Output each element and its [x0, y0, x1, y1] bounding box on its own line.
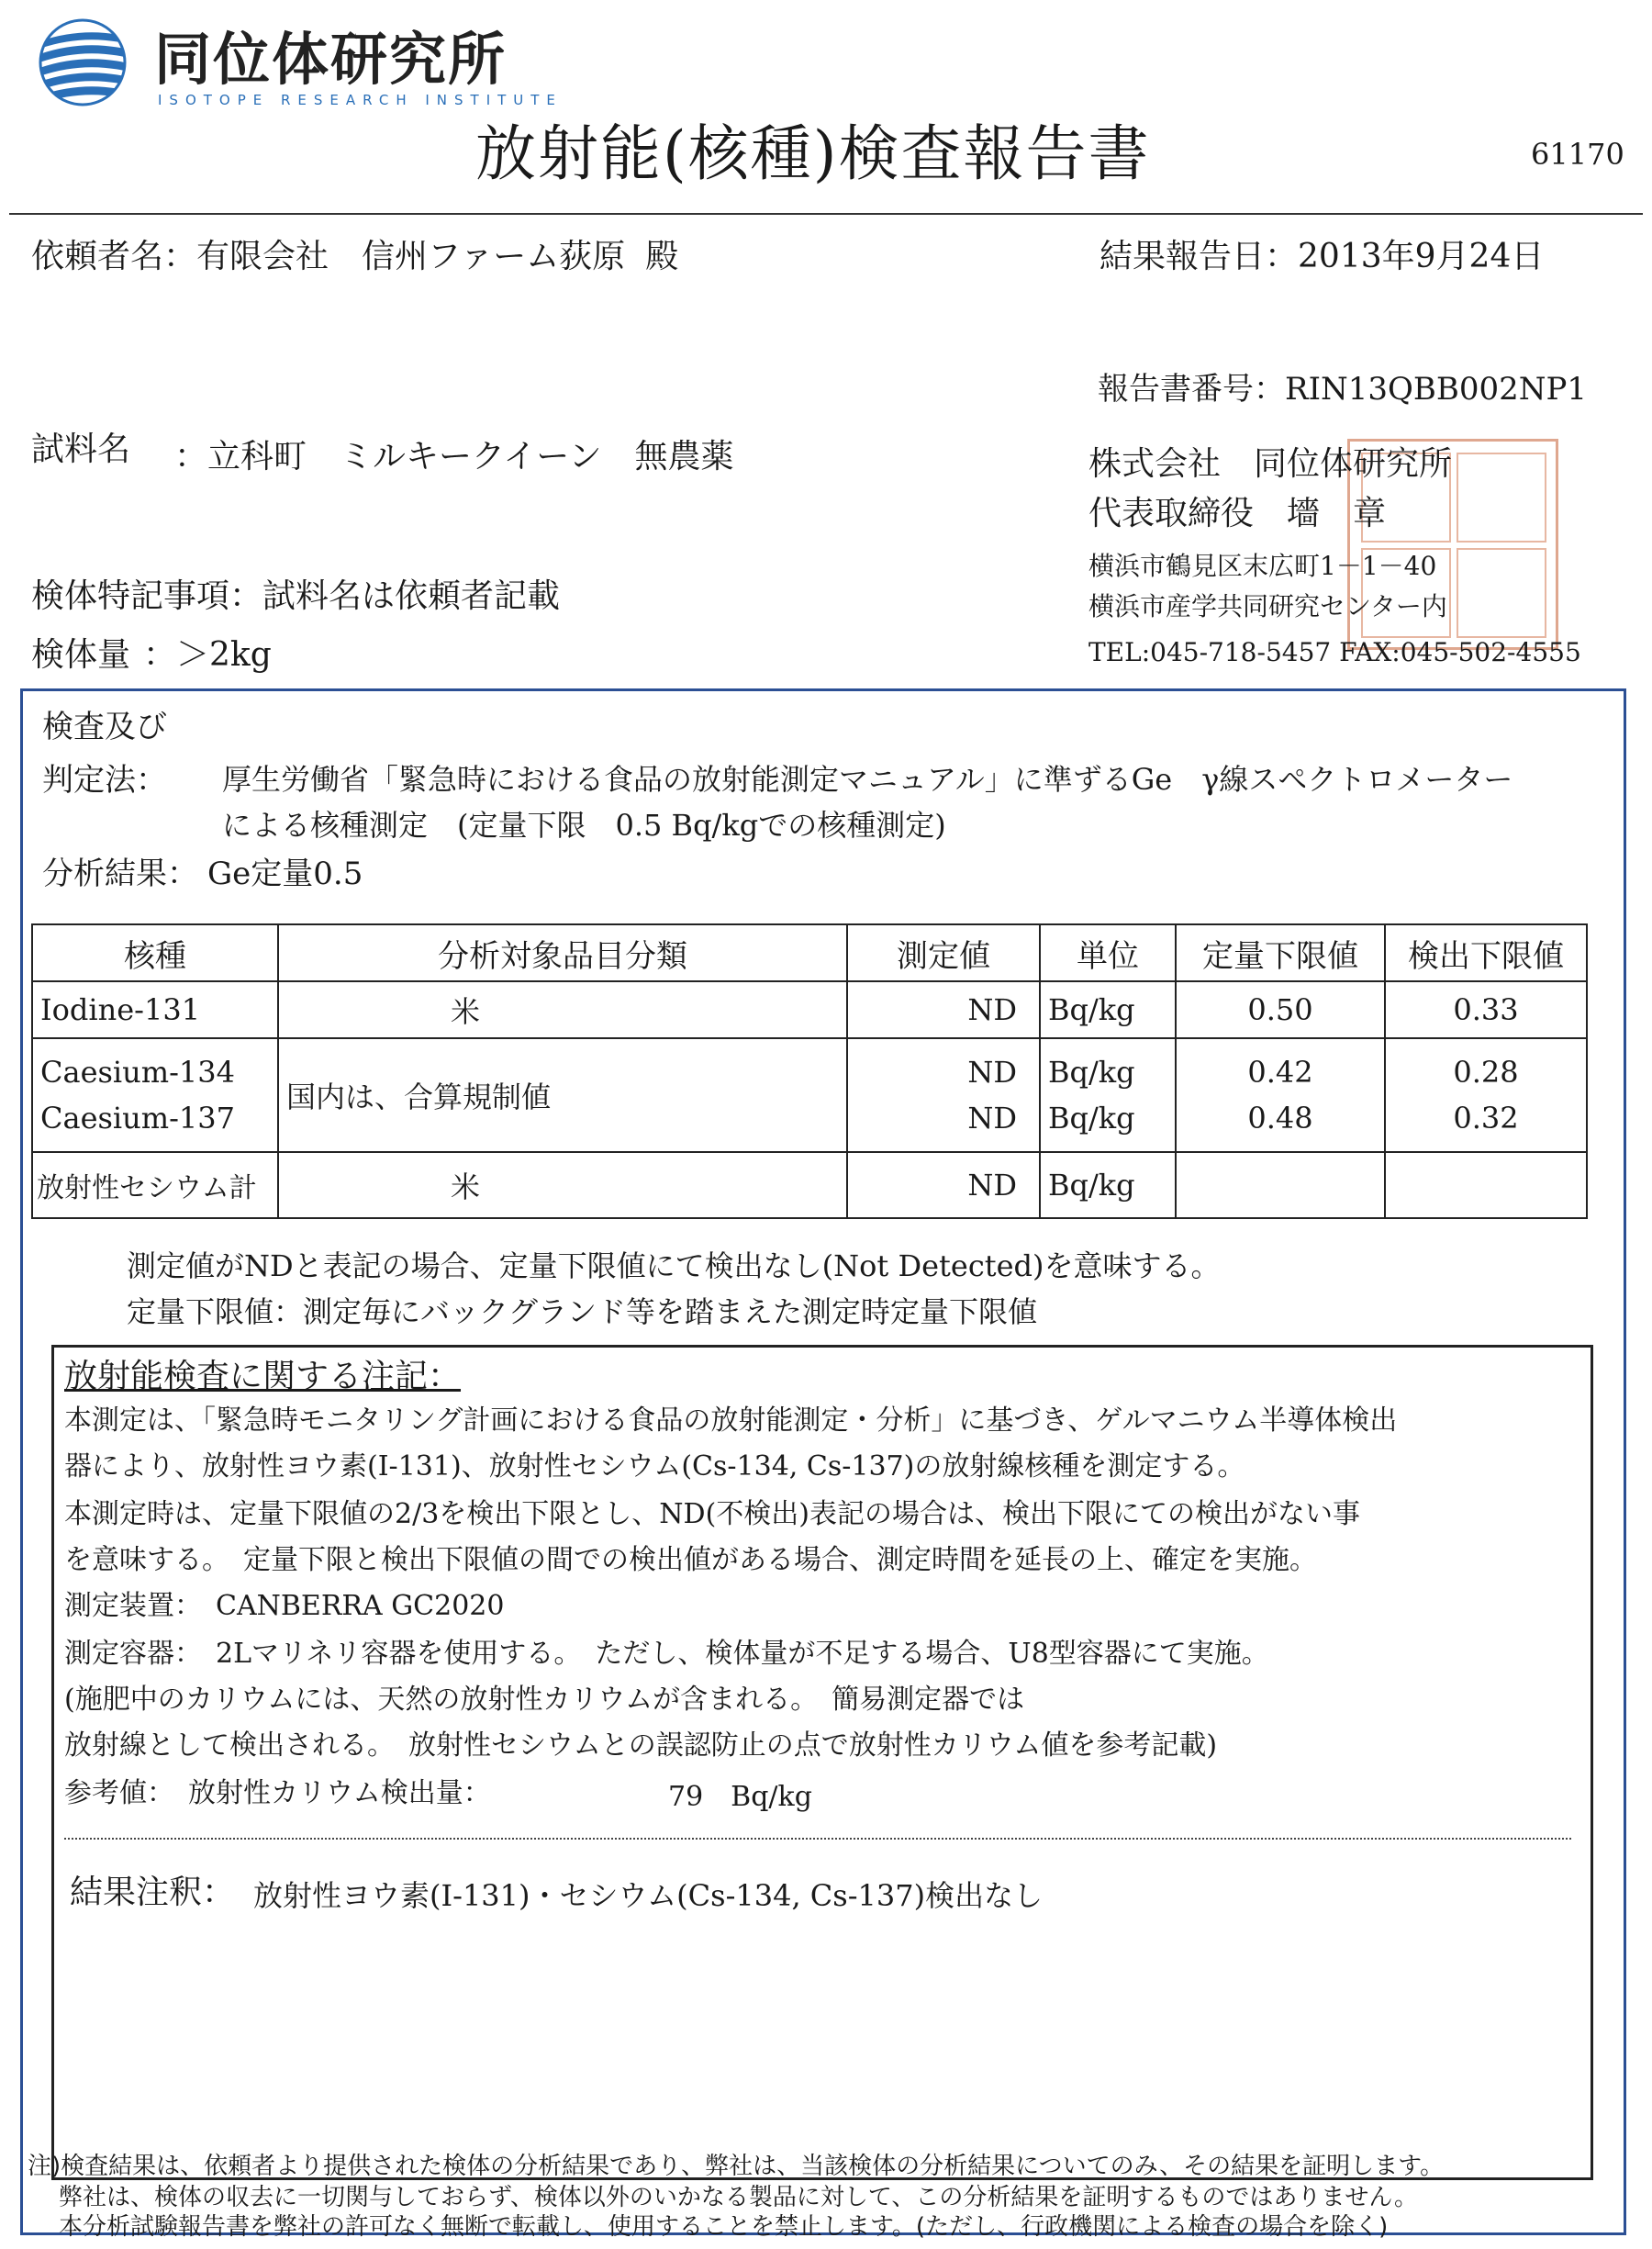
cell-category: 米	[278, 981, 847, 1038]
cell-loq: 0.42	[1247, 1055, 1313, 1090]
org-name: 同位体研究所	[154, 26, 508, 93]
cell-category: 米	[278, 1152, 847, 1218]
specimen-note-value: 試料名は依頼者記載	[262, 577, 561, 615]
col-header-value: 測定値	[847, 924, 1040, 981]
sample-label: 試料名	[31, 431, 131, 468]
cell-lod: 0.32	[1453, 1101, 1519, 1136]
notes-heading: 放射能検査に関する注記：	[64, 1358, 462, 1395]
sample-name: ：立科町 ミルキークイーン 無農薬	[174, 438, 734, 476]
reference-label: 参考値： 放射性カリウム検出量：	[64, 1777, 491, 1809]
notes-line: 器により、放射性ヨウ素(I-131)、放射性セシウム(Cs-134, Cs-137)の放射線核種を測定する。	[64, 1450, 1245, 1483]
table-row	[32, 981, 1587, 1038]
analysis-value: Ge定量0.5	[207, 856, 363, 892]
col-header-loq: 定量下限値	[1176, 924, 1385, 981]
cell-nuclide: 放射性セシウム計	[32, 1152, 278, 1218]
notes-line: (施肥中のカリウムには、天然の放射性カリウムが含まれる。 簡易測定器では	[64, 1684, 1025, 1716]
method-text-2: による核種測定 (定量下限 0.5 Bq/kgでの核種測定)	[222, 808, 946, 843]
col-header-category: 分析対象品目分類	[278, 924, 847, 981]
method-text-1: 厚生労働省「緊急時における食品の放射能測定マニュアル」に準ずるGe γ線スペクトロメーター	[222, 762, 1513, 797]
issuer-representative: 代表取締役 墻 章	[1088, 495, 1387, 532]
cell-lod: 0.28	[1453, 1055, 1519, 1090]
notes-line: を意味する。 定量下限と検出下限値の間での検出値がある場合、測定時間を延長の上、確定を実施。	[64, 1544, 1317, 1576]
table-header-row	[32, 924, 1587, 981]
footer-line-3: 本分析試験報告書を弊社の許可なく無断で転載し、使用することを禁止します。(ただし、行政機関による検査の場合を除く)	[59, 2213, 1389, 2241]
cell-loq-group	[1176, 1038, 1385, 1152]
col-header-nuclide: 核種	[32, 924, 278, 981]
notes-line: 本測定時は、定量下限値の2/3を検出下限とし、ND(不検出)表記の場合は、検出下限にての検出がない事	[64, 1498, 1360, 1530]
issuer-address-1: 横浜市鶴見区末広町1－1－40	[1088, 551, 1437, 581]
client-line	[31, 237, 678, 277]
cell-nuclide: Iodine-131	[32, 981, 278, 1038]
cell-nuclide-group	[32, 1038, 278, 1152]
report-number	[1098, 371, 1587, 408]
specimen-note	[31, 576, 560, 617]
results-table	[31, 923, 1588, 1219]
col-header-unit: 単位	[1040, 924, 1176, 981]
cell-value: ND	[967, 1055, 1017, 1090]
analysis-result	[42, 856, 363, 892]
cell-unit: Bq/kg	[1048, 1101, 1135, 1136]
client-honorific: 殿	[645, 238, 679, 275]
report-date-value: 2013年9月24日	[1298, 238, 1545, 275]
client-name: 有限会社 信州ファーム荻原	[196, 238, 626, 275]
cell-nuclide: Caesium-134	[40, 1055, 235, 1090]
cell-unit-group	[1040, 1038, 1176, 1152]
specimen-amount	[31, 635, 272, 676]
client-label: 依頼者名：	[31, 238, 197, 275]
col-header-lod: 検出下限値	[1385, 924, 1587, 981]
document-number: 61170	[1531, 137, 1624, 172]
header-divider	[9, 213, 1643, 215]
notes-divider	[64, 1838, 1571, 1840]
notes-line: 測定容器： 2Lマリネリ容器を使用する。 ただし、検体量が不足する場合、U8型容器にて実施。	[64, 1638, 1269, 1670]
cell-lod: 0.33	[1385, 981, 1587, 1038]
notes-line: 放射線として検出される。 放射性セシウムとの誤認防止の点で放射性カリウム値を参考記載)	[64, 1729, 1218, 1762]
table-row	[32, 1038, 1587, 1152]
issuer-contact: TEL:045-718-5457 FAX:045-502-4555	[1088, 637, 1581, 667]
conclusion-value: 放射性ヨウ素(I-131)・セシウム(Cs-134, Cs-137)検出なし	[253, 1878, 1044, 1913]
report-date-label: 結果報告日：	[1099, 238, 1299, 275]
cell-loq: 0.48	[1247, 1101, 1313, 1136]
cell-lod-group	[1385, 1038, 1587, 1152]
method-label-1: 検査及び	[42, 709, 167, 745]
table-row-total	[32, 1152, 1587, 1218]
cell-value: ND	[847, 981, 1040, 1038]
footer-line-1: 注)検査結果は、依頼者より提供された検体の分析結果であり、弊社は、当該検体の分析結果についてのみ、その結果を証明します。	[28, 2153, 1445, 2180]
report-date	[1099, 237, 1544, 277]
cell-value: ND	[967, 1101, 1017, 1136]
report-number-value: RIN13QBB002NP1	[1285, 371, 1588, 408]
specimen-amount-value: ：＞2kg	[143, 636, 272, 674]
cell-unit: Bq/kg	[1048, 1055, 1135, 1090]
cell-unit: Bq/kg	[1040, 981, 1176, 1038]
issuer-address-2: 横浜市産学共同研究センター内	[1088, 591, 1447, 621]
cell-value: ND	[847, 1152, 1040, 1218]
specimen-amount-label: 検体量	[31, 636, 131, 674]
footer-line-2: 弊社は、検体の収去に一切関与しておらず、検体以外のいかなる製品に対して、この分析結果を証明するものではありません。	[59, 2184, 1418, 2211]
cell-loq: 0.50	[1176, 981, 1385, 1038]
cell-category: 国内は、合算規制値	[278, 1038, 847, 1152]
cell-unit: Bq/kg	[1040, 1152, 1176, 1218]
cell-lod	[1385, 1152, 1587, 1218]
cell-loq	[1176, 1152, 1385, 1218]
conclusion-label: 結果注釈：	[70, 1874, 236, 1911]
reference-value: 79 Bq/kg	[668, 1781, 812, 1813]
table-note-1: 測定値がNDと表記の場合、定量下限値にて検出なし(Not Detected)を意味する。	[127, 1248, 1221, 1283]
analysis-label: 分析結果：	[42, 856, 198, 892]
org-name-en: ISOTOPE RESEARCH INSTITUTE	[158, 92, 563, 108]
cell-value-group	[847, 1038, 1040, 1152]
logo-globe-icon	[37, 17, 128, 108]
cell-nuclide: Caesium-137	[40, 1101, 235, 1136]
method-label-2: 判定法：	[42, 762, 167, 799]
notes-line: 測定装置： CANBERRA GC2020	[64, 1590, 505, 1622]
table-note-2: 定量下限値：測定毎にバックグランド等を踏まえた測定時定量下限値	[127, 1294, 1038, 1329]
document-title: 放射能(核種)検査報告書	[475, 118, 1151, 189]
report-number-label: 報告書番号：	[1098, 371, 1285, 408]
notes-line: 本測定は、「緊急時モニタリング計画における食品の放射能測定・分析」に基づき、ゲルマニウム半導体検出	[64, 1404, 1398, 1437]
issuer-company: 株式会社 同位体研究所	[1088, 445, 1453, 483]
specimen-note-label: 検体特記事項：	[31, 577, 263, 615]
